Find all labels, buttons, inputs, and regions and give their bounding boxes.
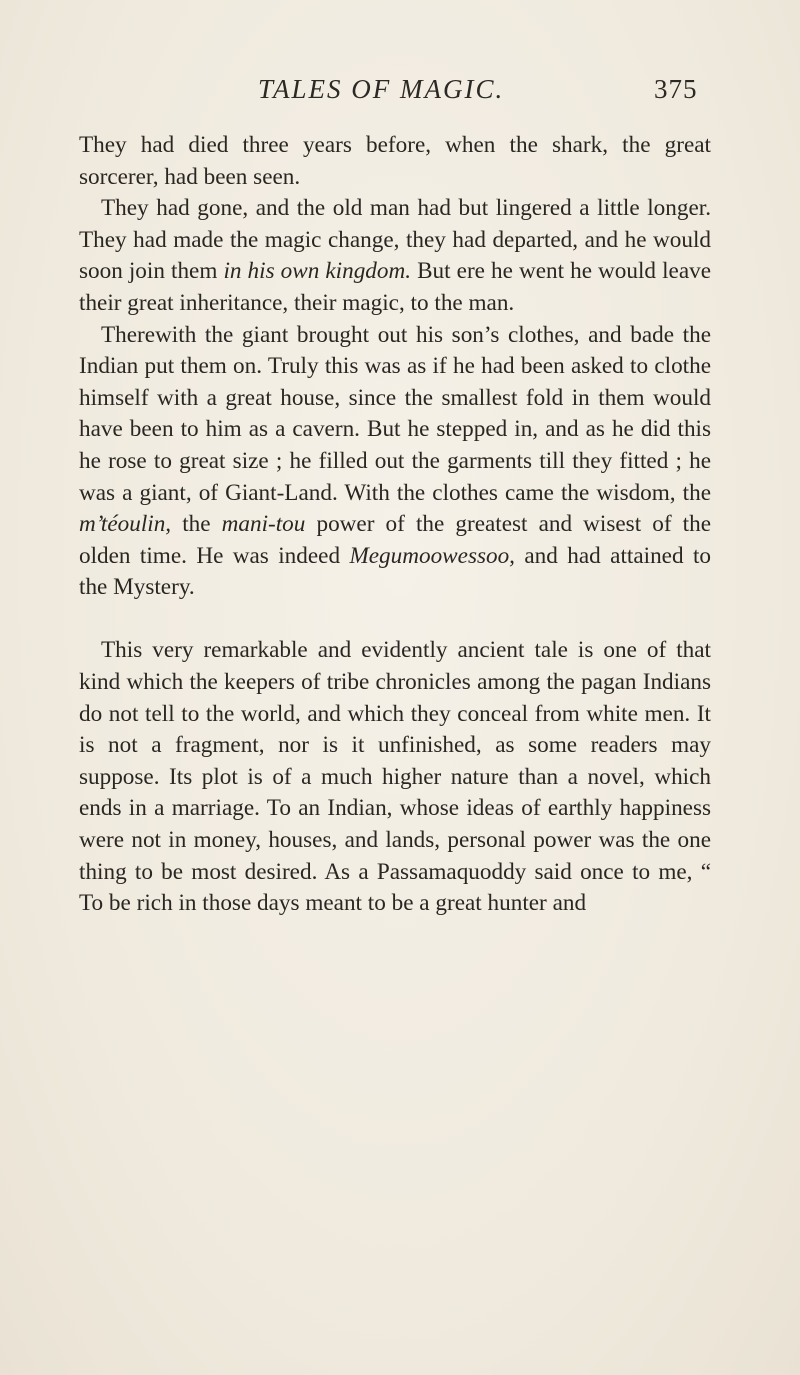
text-segment: They had died three years before, when the shark, the great sorcerer, had been seen. [79,132,711,190]
page-number: 375 [654,74,698,104]
italic-text-segment: Megumoowessoo, [349,542,515,569]
text-segment: This very remarkable and evidently ancient tale is one of that kind which the keepers of tribe chronicles among the pagan Indians do not tell to the world, and which they conceal from white men. It is not a fragment, nor is it unfinished, as some readers may suppose. Its plot is of a much higher nature than a novel, which ends in a marriage. To an Indian, whose ideas of earthly happiness were not in money, houses, and lands, personal power was the one thing to be most desired. As a Passamaquoddy said once to me, “ To be rich in those days meant to be a great hunter and [79,637,711,917]
text-segment: the [171,511,222,538]
text-segment: They had gone, and the old man had but lingered a little longer. They had made the magic change, they had departed, and he would soon join them [79,195,711,285]
italic-text-segment: mani-tou [221,511,306,538]
paragraph-spacer [79,604,711,636]
text-segment: But ere he went he would leave their great inheritance, their magic, to the man. [79,258,711,316]
page-header [0,74,800,114]
text-segment: Therewith the giant brought out his son’s clothes, and bade the Indian put them on. Truly this was as if he had been asked to clothe himself with a great house, since the smallest fold in them would have been to him as a cavern. But he stepped in, and as he did this he rose to great size ; he filled out the garments till they fitted ; he was a giant, of Giant-Land. With the clothes came the wisdom, the [79,321,711,506]
running-title: TALES OF MAGIC. [258,74,505,104]
text-segment: power of the greatest and wisest of the olden time. He was indeed [79,511,712,569]
paragraph-2 [79,193,711,319]
body-text [79,130,711,920]
paragraph-4 [79,635,711,919]
italic-text-segment: m’téoulin, [79,511,172,538]
italic-text-segment: in his own kingdom. [223,258,412,285]
paragraph-1 [79,130,711,193]
text-segment: and had attained to the Mystery. [79,542,711,601]
paragraph-3 [79,320,711,604]
